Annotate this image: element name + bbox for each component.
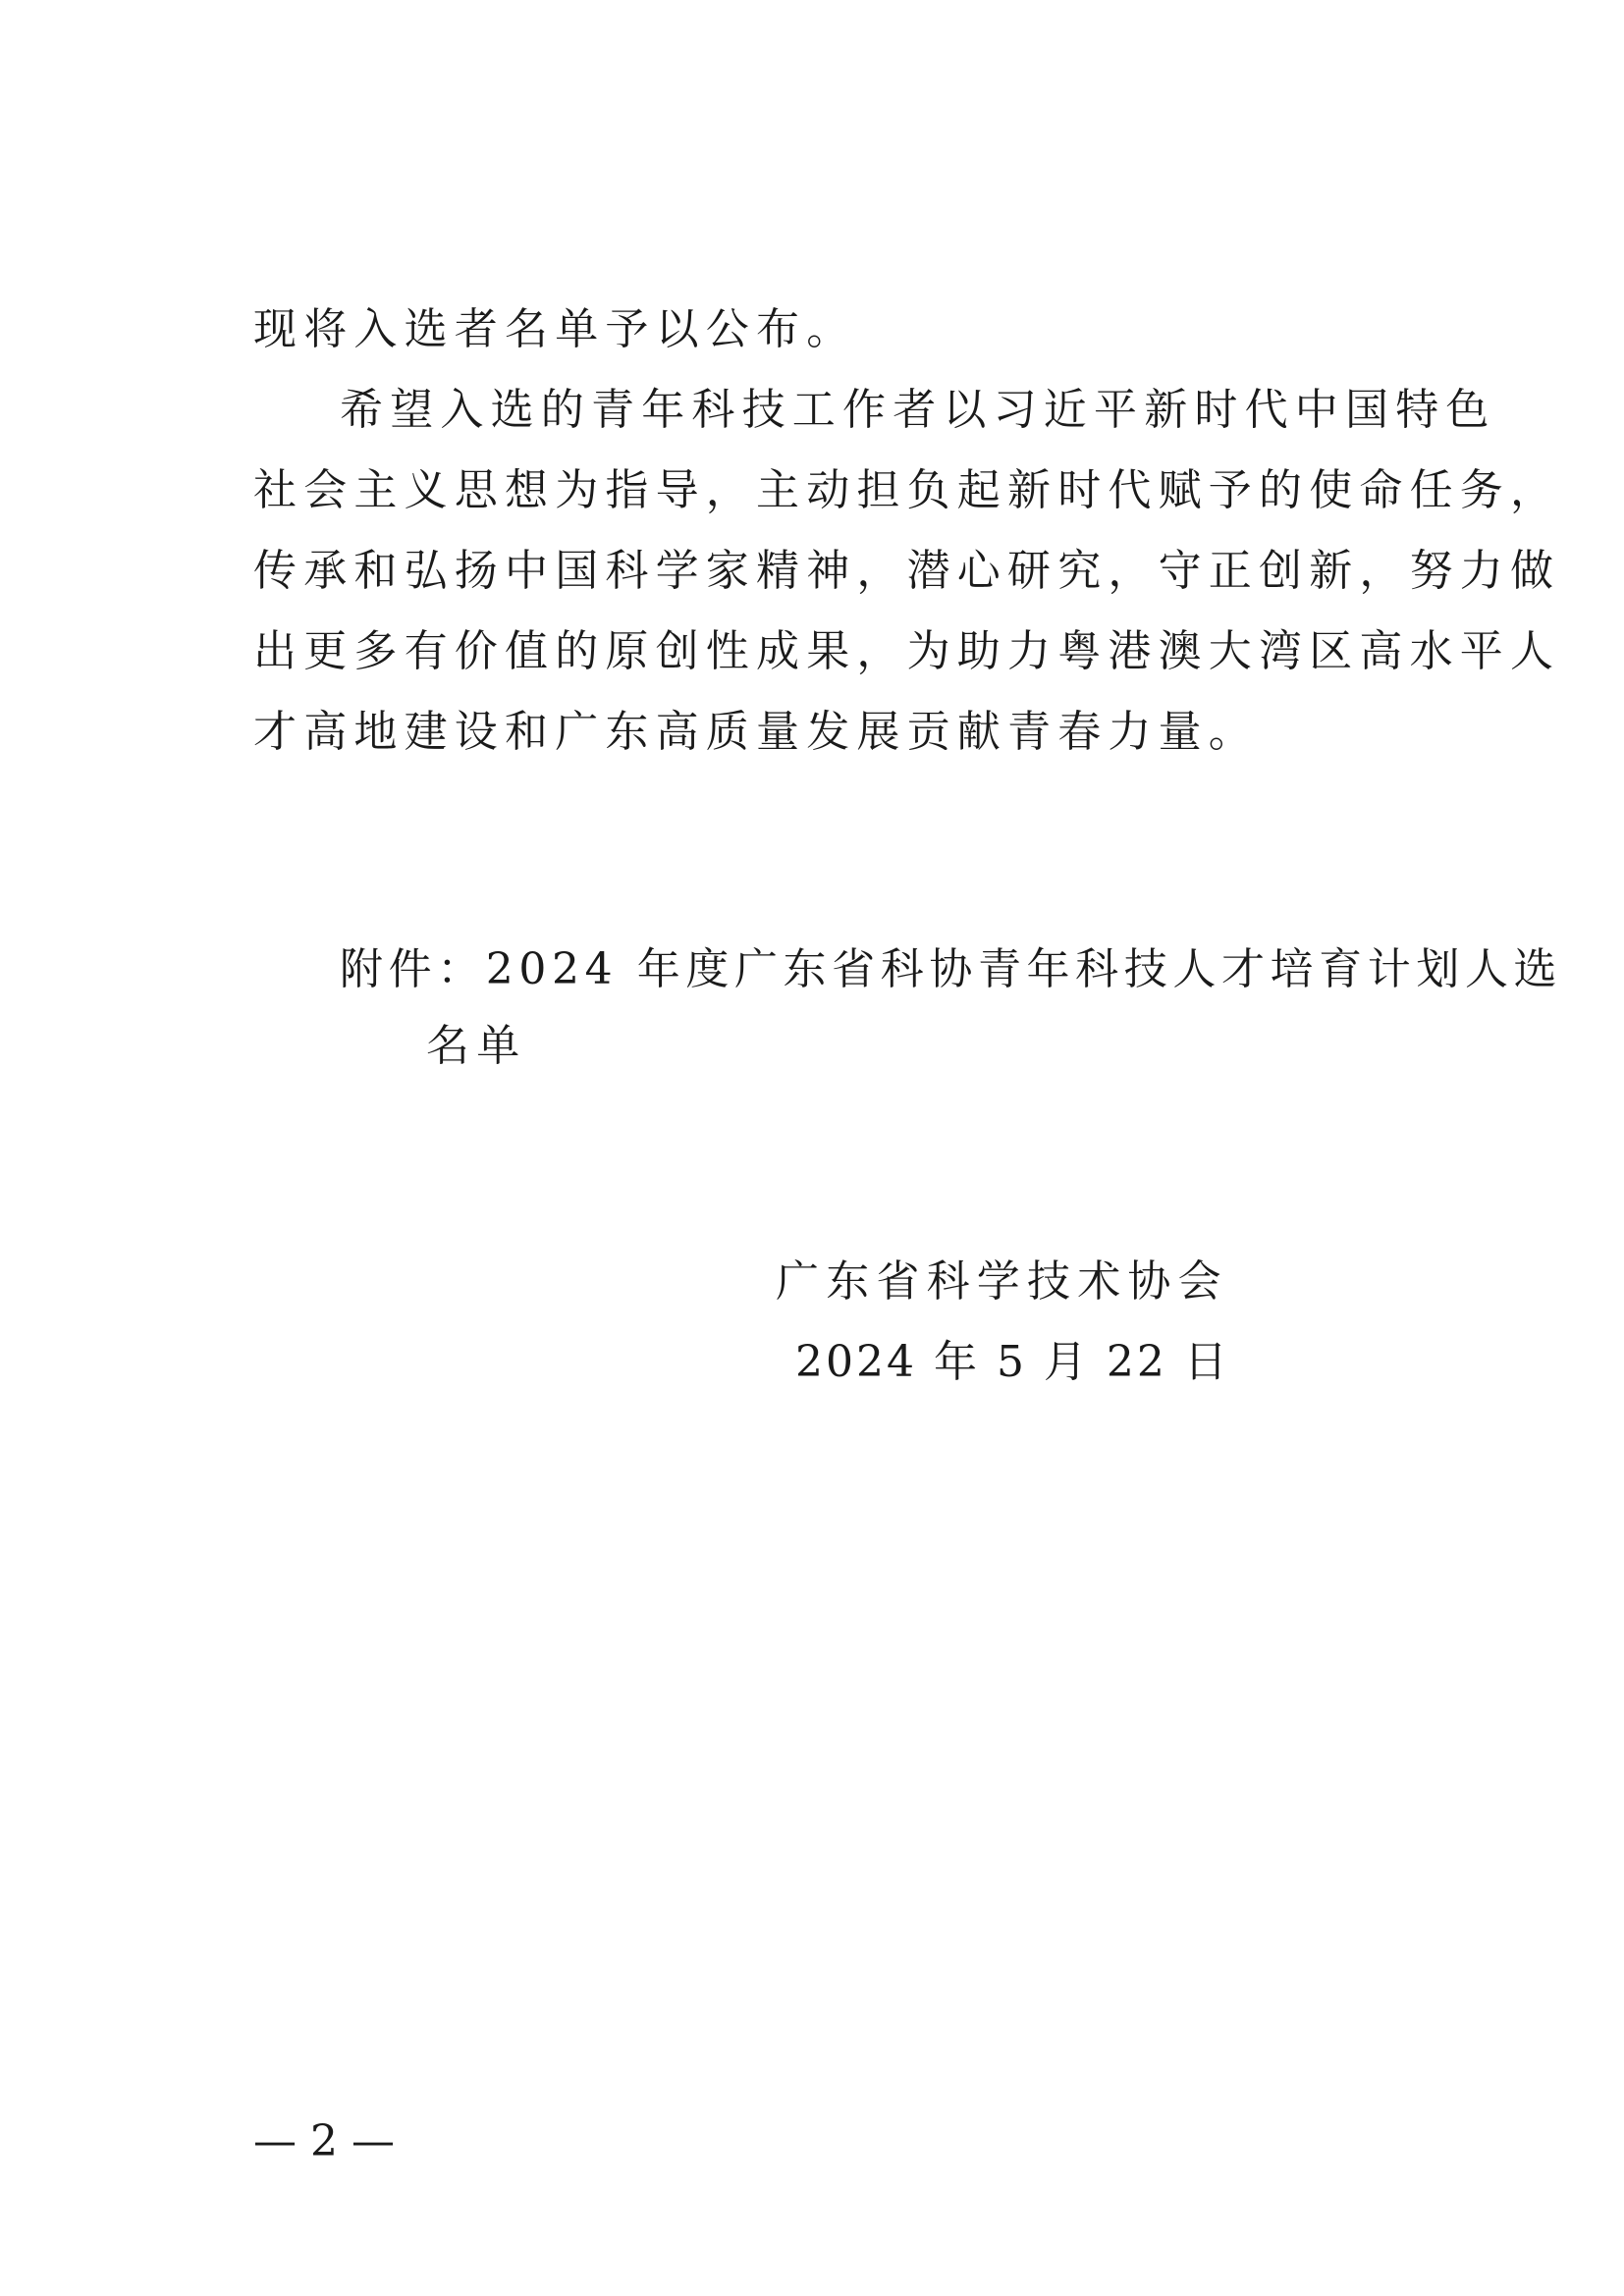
body-line-1: 现将入选者名单予以公布。 [253,304,857,354]
attachment-line-2: 名单 [426,1021,527,1071]
body-line-6: 才高地建设和广东高质量发展贡献青春力量。 [253,707,1259,757]
page-number: — 2 — [253,2116,395,2166]
signature-organization: 广东省科学技术协会 [776,1256,1228,1307]
attachment-line-1: 附件：2024 年度广东省科协青年科技人才培育计划人选 [340,944,1563,994]
body-line-2: 希望入选的青年科技工作者以习近平新时代中国特色 [340,385,1496,435]
signature-date: 2024 年 5 月 22 日 [795,1337,1230,1387]
body-line-5: 出更多有价值的原创性成果，为助力粤港澳大湾区高水平人 [253,626,1561,676]
body-line-3: 社会主义思想为指导，主动担负起新时代赋予的使命任务， [253,465,1561,515]
body-line-4: 传承和弘扬中国科学家精神，潜心研究，守正创新，努力做 [253,546,1561,596]
